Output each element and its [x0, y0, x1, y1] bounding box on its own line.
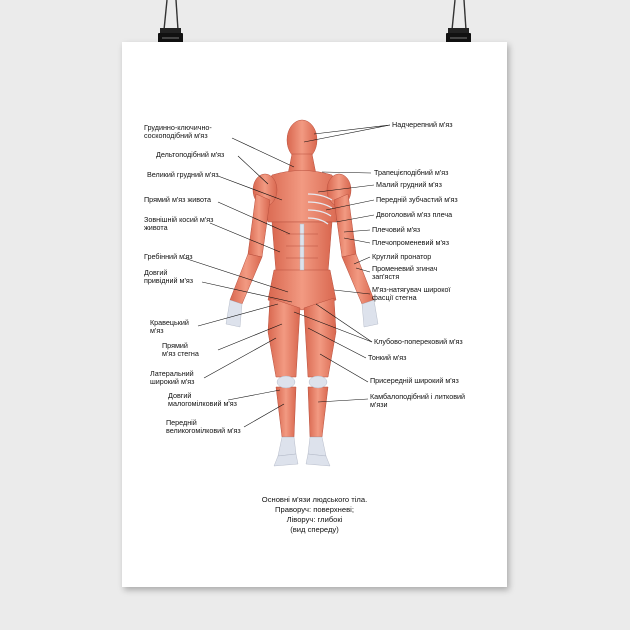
- label-vastus-lateralis: Латеральний широкий м'яз: [150, 369, 195, 386]
- anatomy-poster: [122, 42, 507, 587]
- label-sartorius: Кравецький м'яз: [150, 318, 189, 335]
- caption-line-2: Праворуч: поверхневі;: [275, 505, 354, 514]
- poster-caption: [122, 495, 507, 535]
- label-brachioradialis: Плечопроменевий м'яз: [372, 238, 449, 247]
- label-external-oblique: Зовнішній косий м'яз живота: [144, 215, 214, 232]
- left-foot: [274, 454, 298, 466]
- label-adductor-longus: Довгий привідний м'яз: [144, 268, 194, 285]
- label-trapezius: Трапецієподібний м'яз: [374, 168, 449, 177]
- right-thigh: [304, 298, 336, 377]
- right-ankle: [308, 437, 326, 456]
- right-lower-leg: [308, 387, 328, 437]
- label-pectoralis-minor: Малий грудний м'яз: [376, 180, 442, 189]
- label-pronator-teres: Круглий пронатор: [372, 252, 432, 261]
- label-vastus-medialis: Присередній широкий м'яз: [370, 376, 459, 385]
- right-upper-arm: [334, 194, 356, 257]
- label-deltoid: Дельтоподібний м'яз: [156, 150, 225, 159]
- label-rectus-femoris: Прямий м'яз стегна: [162, 341, 199, 358]
- left-lower-leg: [276, 387, 296, 437]
- label-sternocleidomastoid: Грудинно-ключично- соскоподібний м'яз: [144, 123, 212, 140]
- left-hand: [226, 300, 242, 327]
- label-gracilis: Тонкий м'яз: [368, 353, 407, 362]
- label-pectineus: Гребінний м'яз: [144, 252, 193, 261]
- body: [230, 120, 374, 437]
- caption-line-3: Ліворуч: глибокі: [286, 515, 343, 524]
- label-biceps: Двоголовий м'яз плеча: [376, 210, 453, 219]
- label-tibialis-anterior: Передній великогомілковий м'яз: [166, 418, 241, 435]
- right-forearm: [342, 254, 374, 304]
- left-knee: [277, 376, 295, 388]
- right-hand: [362, 300, 378, 327]
- left-thigh: [268, 298, 300, 377]
- label-serratus-anterior: Передній зубчастий м'яз: [376, 195, 458, 204]
- left-ankle: [278, 437, 296, 456]
- label-brachialis: Плечовий м'яз: [372, 225, 421, 234]
- linea-alba: [300, 224, 304, 270]
- label-iliopsoas: Клубово-поперековий м'яз: [374, 337, 463, 346]
- label-tensor-fasciae-latae: М'яз-натягувач широкої фасції стегна: [372, 285, 451, 302]
- label-soleus-gastrocnemius: Камбалоподібний і литковий м'язи: [370, 392, 466, 409]
- label-epicranius: Надчерепний м'яз: [392, 120, 453, 129]
- right-foot: [306, 454, 330, 466]
- label-peroneus-longus: Довгий малогомілковий м'яз: [168, 391, 237, 408]
- caption-line-1: Основні м'язи людського тіла.: [261, 495, 368, 504]
- left-upper-arm: [248, 194, 270, 257]
- right-knee: [309, 376, 327, 388]
- label-rectus-abdominis: Прямий м'яз живота: [144, 195, 212, 204]
- label-pectoralis-major: Великий грудний м'яз: [147, 170, 219, 179]
- left-forearm: [230, 254, 262, 304]
- caption-line-4: (вид спереду): [290, 525, 339, 534]
- label-flexor-carpi-radialis: Променевий згинач зап'ястя: [372, 264, 438, 281]
